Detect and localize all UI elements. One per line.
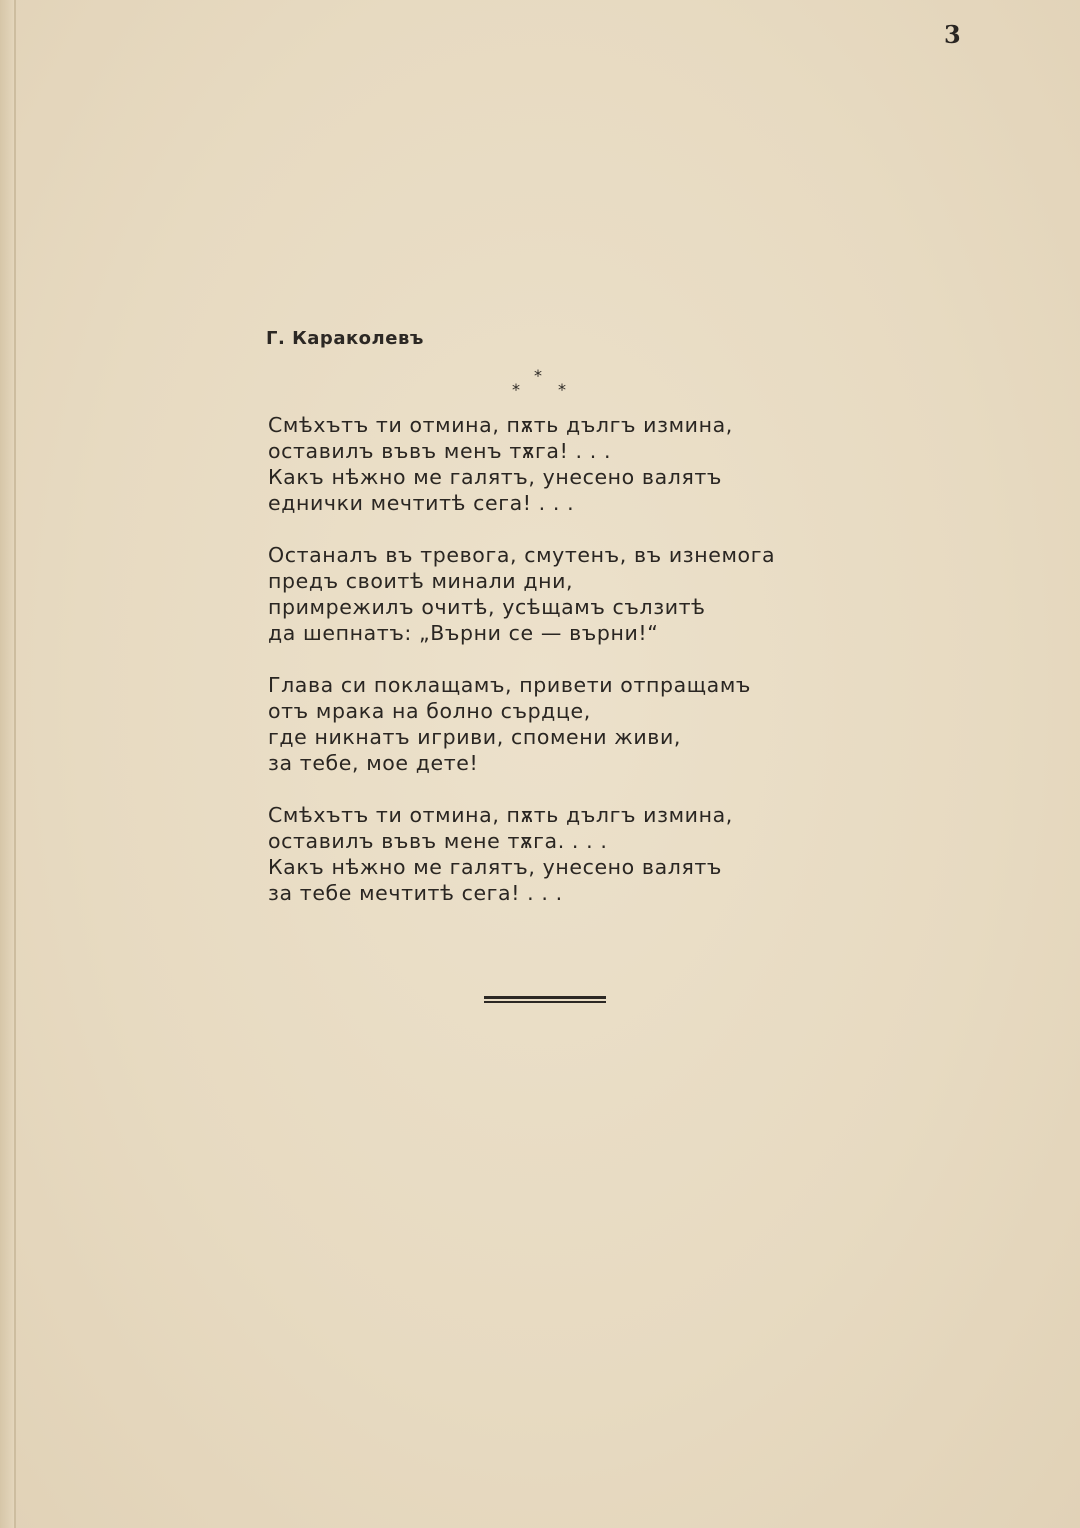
poem-line: да шепнатъ: „Върни се — върни!“ [268,621,659,645]
poem-line: отъ мрака на болно сърдце, [268,699,591,723]
stanza-1 [268,412,828,516]
page-number: 3 [944,20,961,49]
poem-line: оставилъ въвъ менъ тѫга! . . . [268,439,612,463]
page-gutter-line [14,0,16,1528]
poem-line: оставилъ въвъ мене тѫга. . . . [268,829,608,853]
poem-line: Какъ нѣжно ме галятъ, унесено валятъ [268,465,723,489]
poem-line: за тебе, мое дете! [268,751,479,775]
end-rule-thick [484,996,606,999]
end-rule-thin [484,1001,606,1003]
stanza-4 [268,802,828,906]
poem-line: Останалъ въ тревога, смутенъ, въ изнемога [268,543,776,567]
asterism-divider [500,360,580,400]
poem-line: Смѣхътъ ти отмина, пѫть дългъ измина, [268,413,733,437]
poem-line: Смѣхътъ ти отмина, пѫть дългъ измина, [268,803,733,827]
poem-author: Г. Караколевъ [266,328,424,349]
poem-line: где никнатъ игриви, спомени живи, [268,725,682,749]
poem-line: Глава си поклащамъ, привети отпращамъ [268,673,751,697]
poem-line: предъ своитѣ минали дни, [268,569,574,593]
asterism-star-top: * [534,366,542,385]
page-gutter-shadow [0,0,14,1528]
poem-line: еднички мечтитѣ сега! . . . [268,491,575,515]
poem-line: примрежилъ очитѣ, усѣщамъ сълзитѣ [268,595,706,619]
poem-line: за тебе мечтитѣ сега! . . . [268,881,563,905]
poem-line: Какъ нѣжно ме галятъ, унесено валятъ [268,855,723,879]
poem-body [268,412,828,932]
stanza-2 [268,542,828,646]
end-rule-divider [484,996,606,1005]
stanza-3 [268,672,828,776]
asterism-star-left: * [512,380,520,399]
asterism-star-right: * [558,380,566,399]
